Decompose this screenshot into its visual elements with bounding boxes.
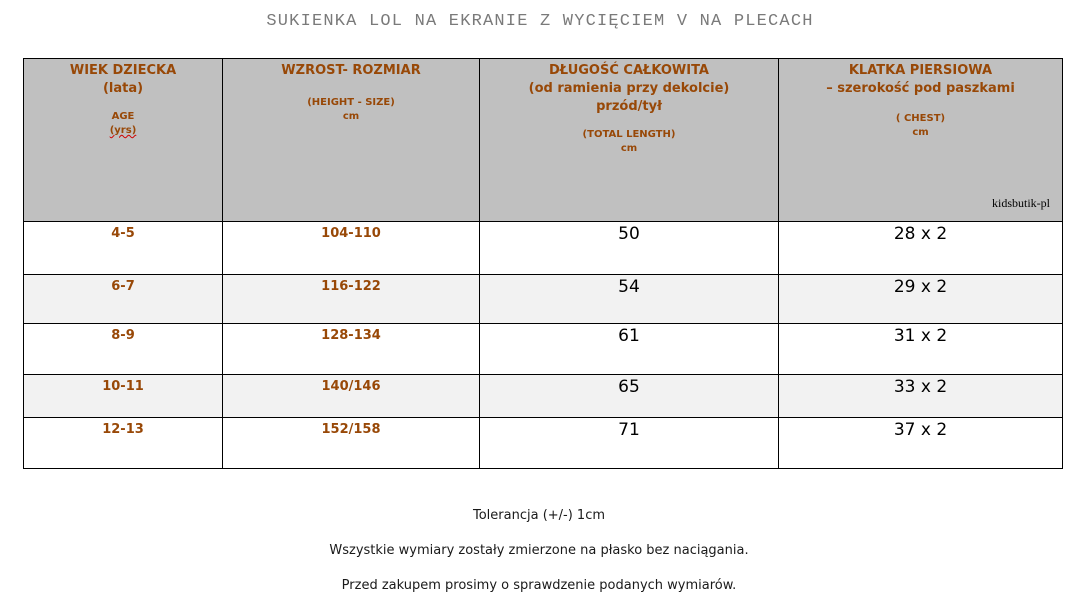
- cell-length: 65: [480, 375, 779, 418]
- cell-length: 50: [480, 222, 779, 275]
- cell-age: 4-5: [24, 222, 223, 275]
- cell-chest: 33 x 2: [779, 375, 1063, 418]
- header-length-en: (TOTAL LENGTH): [582, 129, 676, 140]
- table-row: [24, 275, 1063, 324]
- header-age-unit: (lata): [102, 81, 144, 96]
- cell-age: 6-7: [24, 275, 223, 324]
- cell-age: 8-9: [24, 324, 223, 375]
- cell-chest: 37 x 2: [779, 418, 1063, 469]
- measurement-note: Wszystkie wymiary zostały zmierzone na płasko bez naciągania.: [329, 543, 749, 558]
- cell-length: 61: [480, 324, 779, 375]
- cell-age: 12-13: [24, 418, 223, 469]
- cell-height: 152/158: [223, 418, 480, 469]
- header-length-desc: (od ramienia przy dekolcie): [528, 81, 730, 96]
- header-length-unit: cm: [620, 143, 638, 154]
- header-height-title: WZROST- ROZMIAR: [281, 63, 421, 78]
- page-title: SUKIENKA LOL NA EKRANIE Z WYCIĘCIEM V NA PLECACH: [266, 12, 814, 31]
- watermark: kidsbutik-pl: [991, 196, 1050, 210]
- header-chest-en: ( CHEST): [895, 113, 946, 124]
- header-age: [24, 59, 223, 222]
- table-header-row: [24, 59, 1063, 222]
- cell-chest: 31 x 2: [779, 324, 1063, 375]
- cell-height: 104-110: [223, 222, 480, 275]
- header-height-en: (HEIGHT - SIZE): [307, 97, 395, 108]
- header-height-unit: cm: [342, 111, 360, 122]
- header-chest-unit: cm: [912, 127, 929, 138]
- cell-length: 71: [480, 418, 779, 469]
- table-row: [24, 222, 1063, 275]
- cell-height: 128-134: [223, 324, 480, 375]
- table-row: [24, 375, 1063, 418]
- header-chest-desc: – szerokość pod paszkami: [826, 81, 1015, 96]
- header-age-en-unit: (yrs): [109, 125, 137, 136]
- header-age-en: AGE: [111, 111, 135, 122]
- check-note: Przed zakupem prosimy o sprawdzenie podanych wymiarów.: [341, 578, 737, 593]
- header-chest: [779, 59, 1063, 222]
- table-row: [24, 324, 1063, 375]
- header-length: [480, 59, 779, 222]
- table-row: [24, 418, 1063, 469]
- header-height: [223, 59, 480, 222]
- header-length-sides: przód/tył: [596, 99, 662, 114]
- cell-chest: 29 x 2: [779, 275, 1063, 324]
- cell-height: 116-122: [223, 275, 480, 324]
- header-length-title: DŁUGOŚĆ CAŁKOWITA: [549, 63, 709, 78]
- size-table: [23, 58, 1063, 469]
- header-age-title: WIEK DZIECKA: [69, 63, 177, 78]
- tolerance-note: Tolerancja (+/-) 1cm: [472, 508, 606, 523]
- cell-length: 54: [480, 275, 779, 324]
- header-chest-title: KLATKA PIERSIOWA: [848, 63, 993, 78]
- cell-age: 10-11: [24, 375, 223, 418]
- cell-height: 140/146: [223, 375, 480, 418]
- cell-chest: 28 x 2: [779, 222, 1063, 275]
